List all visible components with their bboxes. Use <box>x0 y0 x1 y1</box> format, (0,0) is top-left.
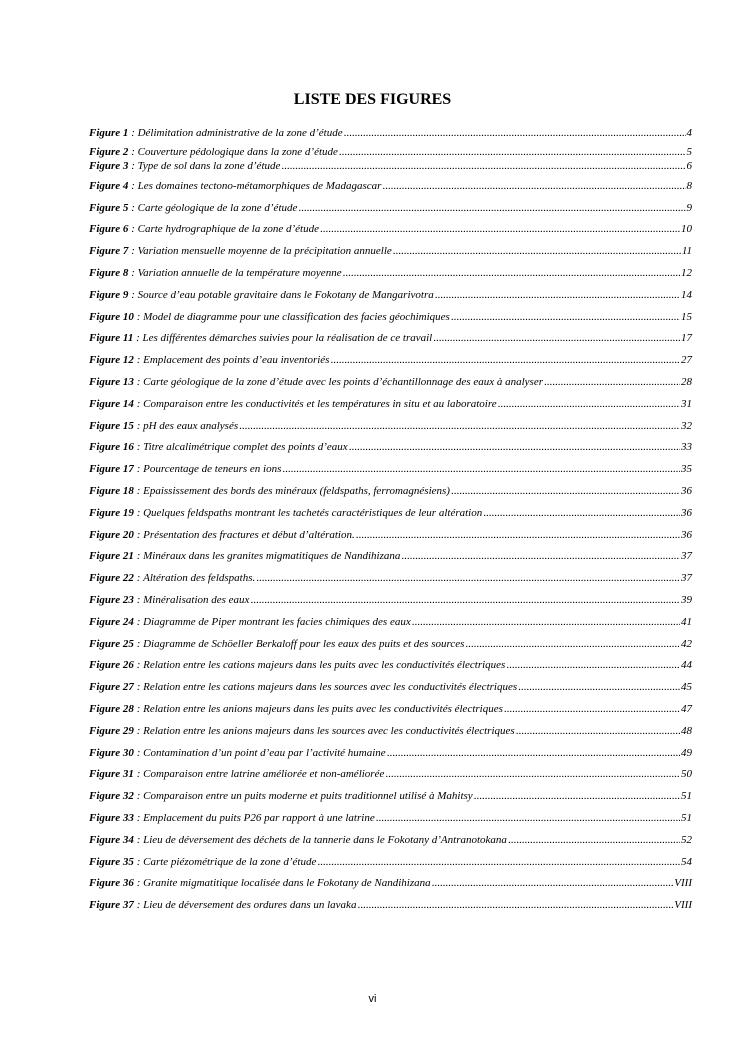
figure-label: Figure 21 <box>89 550 134 563</box>
list-item[interactable]: Figure 16 : Titre alcalimétrique complet des points d’eaux ..... 33 <box>89 437 692 459</box>
dot-leader <box>281 159 685 173</box>
figure-label: Figure 14 <box>89 397 134 410</box>
list-item[interactable]: Figure 27 : Relation entre les cations majeurs dans les sources avec les conductivités électriques ..... 45 <box>89 677 692 699</box>
list-item[interactable]: Figure 17 : Pourcentage de teneurs en ions ..... 35 <box>89 459 692 481</box>
figure-caption: Contamination d’un point d’eau par l’activité humaine <box>143 746 386 759</box>
page-ref: 37 <box>681 572 692 585</box>
figure-label: Figure 9 <box>89 288 129 301</box>
dot-leader <box>250 590 680 612</box>
figure-caption: Relation entre les anions majeurs dans les puits avec les conductivités électriques <box>143 702 503 715</box>
page-ref: 4 <box>686 127 692 139</box>
figure-caption: Comparaison entre un puits moderne et puits traditionnel utilisé à Mahitsy <box>143 790 473 803</box>
page-ref: 44 <box>681 659 692 672</box>
dot-leader <box>376 808 680 830</box>
list-item[interactable]: Figure 11 : Les différentes démarches suivies pour la réalisation de ce travail ..... 17 <box>89 328 692 350</box>
list-item[interactable]: Figure 30 : Contamination d’un point d’eau par l’activité humaine ..... 49 <box>89 743 692 765</box>
dot-leader <box>239 416 680 438</box>
list-item[interactable]: Figure 2 : Couverture pédologique dans la zone d’étude ..... 5 <box>89 145 692 159</box>
figure-caption: Emplacement du puits P26 par rapport à une latrine <box>143 811 375 824</box>
figure-label: Figure 8 <box>89 266 129 279</box>
page-ref: 10 <box>681 223 692 236</box>
figure-label: Figure 4 <box>89 179 129 192</box>
page-ref: 36 <box>681 528 692 541</box>
dot-leader <box>339 145 686 159</box>
figure-caption: Diagramme de Schöeller Berkaloff pour les eaux des puits et des sources <box>143 637 465 650</box>
page-ref: 5 <box>686 145 692 158</box>
page-ref: 8 <box>686 179 692 192</box>
list-item[interactable]: Figure 36 : Granite migmatitique localisée dans le Fokotany de Nandihizana ..... VIII <box>89 873 692 895</box>
dot-leader <box>298 198 685 220</box>
figure-label: Figure 20 <box>89 528 134 541</box>
figure-caption: Présentation des fractures et début d’altération. <box>143 528 355 541</box>
dot-leader <box>518 677 680 699</box>
page-ref: VIII <box>674 877 692 890</box>
list-item[interactable]: Figure 28 : Relation entre les anions majeurs dans les puits avec les conductivités électriques ..... 47 <box>89 699 692 721</box>
figure-caption: Minéraux dans les granites migmatitiques de Nandihizana <box>143 550 401 563</box>
page-ref: 33 <box>681 441 692 454</box>
page-ref: 27 <box>681 354 692 367</box>
dot-leader <box>385 764 680 786</box>
page-ref: 6 <box>686 159 692 172</box>
figure-caption: Carte géologique de la zone d’étude <box>137 201 298 214</box>
figure-label: Figure 36 <box>89 877 134 890</box>
page-ref: 9 <box>686 201 692 214</box>
page-ref: 52 <box>681 833 692 846</box>
dot-leader <box>506 655 680 677</box>
figure-label: Figure 13 <box>89 375 134 388</box>
page-ref: 37 <box>681 550 692 563</box>
figure-label: Figure 34 <box>89 833 134 846</box>
figure-caption: Carte géologique de la zone d’étude avec les points d’échantillonnage des eaux à analyser <box>143 375 543 388</box>
list-item[interactable]: Figure 12 : Emplacement des points d’eau inventoriés ..... 27 <box>89 350 692 372</box>
dot-leader <box>320 219 680 241</box>
page-ref: 47 <box>681 702 692 715</box>
list-item[interactable]: Figure 21 : Minéraux dans les granites migmatitiques de Nandihizana ..... 37 <box>89 546 692 568</box>
figure-label: Figure 1 <box>89 127 129 139</box>
dot-leader <box>474 786 680 808</box>
figure-caption: Diagramme de Piper montrant les facies chimiques des eaux <box>143 615 411 628</box>
figure-caption: Lieu de déversement des ordures dans un lavaka <box>143 899 357 912</box>
figure-caption: Carte piézométrique de la zone d’étude <box>143 855 317 868</box>
page-ref: 32 <box>681 419 692 432</box>
list-item[interactable]: Figure 19 : Quelques feldspaths montrant les tachetés caractéristiques de leur altération ..... 36 <box>89 503 692 525</box>
page-ref: 14 <box>681 288 692 301</box>
list-item[interactable]: Figure 15 : pH des eaux analysés ..... 32 <box>89 416 692 438</box>
page-ref: 45 <box>681 681 692 694</box>
list-item[interactable]: Figure 34 : Lieu de déversement des déchets de la tannerie dans le Fokotany d’Antranotokana ..... 52 <box>89 830 692 852</box>
figure-caption: Type de sol dans la zone d’étude <box>137 159 281 172</box>
dot-leader <box>357 895 673 917</box>
figure-label: Figure 23 <box>89 593 134 606</box>
figure-caption: pH des eaux analysés <box>143 419 239 432</box>
figure-label: Figure 32 <box>89 790 134 803</box>
list-item[interactable]: Figure 8 : Variation annuelle de la température moyenne ..... 12 <box>89 263 692 285</box>
dot-leader <box>256 568 680 590</box>
dot-leader <box>498 394 680 416</box>
list-item[interactable]: Figure 13 : Carte géologique de la zone d’étude avec les points d’échantillonnage des eaux à analyser ..... 28 <box>89 372 692 394</box>
figure-label: Figure 31 <box>89 768 134 781</box>
page-ref: 49 <box>681 746 692 759</box>
figure-label: Figure 17 <box>89 463 134 476</box>
figure-label: Figure 7 <box>89 245 129 258</box>
list-item[interactable]: Figure 22 : Altération des feldspaths. ..... 37 <box>89 568 692 590</box>
list-item[interactable]: Figure 7 : Variation mensuelle moyenne de la précipitation annuelle ..... 11 <box>89 241 692 263</box>
dot-leader <box>465 634 680 656</box>
dot-leader <box>516 721 680 743</box>
figure-label: Figure 27 <box>89 681 134 694</box>
dot-leader <box>451 481 680 503</box>
page-ref: 48 <box>681 724 692 737</box>
figure-caption: Altération des feldspaths. <box>143 572 256 585</box>
dot-leader <box>544 372 680 394</box>
list-item[interactable]: Figure 32 : Comparaison entre un puits moderne et puits traditionnel utilisé à Mahitsy ..... 51 <box>89 786 692 808</box>
figure-label: Figure 11 <box>89 332 134 345</box>
figure-caption: Epaississement des bords des minéraux (feldspaths, ferromagnésiens) <box>143 484 450 497</box>
dot-leader <box>356 525 680 547</box>
dot-leader <box>435 285 680 307</box>
figure-caption: Comparaison entre les conductivités et les températures in situ et au laboratoire <box>143 397 497 410</box>
figure-label: Figure 24 <box>89 615 134 628</box>
list-item[interactable]: Figure 1 : Délimitation administrative de la zone d’étude ..... 4 <box>89 123 692 145</box>
figure-caption: Variation annuelle de la température moyenne <box>137 266 342 279</box>
figure-label: Figure 35 <box>89 855 134 868</box>
page-ref: 31 <box>681 397 692 410</box>
figure-list <box>89 123 692 917</box>
figure-caption: Comparaison entre latrine améliorée et non-améliorée <box>143 768 385 781</box>
figure-caption: Quelques feldspaths montrant les tachetés caractéristiques de leur altération <box>143 506 483 519</box>
page-ref: 39 <box>681 593 692 606</box>
figure-caption: Emplacement des points d’eau inventoriés <box>143 354 330 367</box>
dot-leader <box>451 307 680 329</box>
figure-label: Figure 37 <box>89 899 134 912</box>
list-item[interactable]: Figure 29 : Relation entre les anions majeurs dans les sources avec les conductivités électriques ..... 48 <box>89 721 692 743</box>
dot-leader <box>282 459 680 481</box>
page-ref: 15 <box>681 310 692 323</box>
list-item[interactable]: Figure 5 : Carte géologique de la zone d’étude ..... 9 <box>89 198 692 220</box>
figure-label: Figure 18 <box>89 484 134 497</box>
dot-leader <box>401 546 680 568</box>
figure-label: Figure 25 <box>89 637 134 650</box>
figure-caption: Couverture pédologique dans la zone d’étude <box>137 145 338 158</box>
page-ref: 28 <box>681 375 692 388</box>
figure-caption: Model de diagramme pour une classification des facies géochimiques <box>143 310 450 323</box>
figure-caption: Délimitation administrative de la zone d’étude <box>137 127 343 139</box>
figure-label: Figure 3 <box>89 159 129 172</box>
figure-label: Figure 2 <box>89 145 129 158</box>
figure-caption: Minéralisation des eaux <box>143 593 250 606</box>
list-item[interactable]: Figure 14 : Comparaison entre les conductivités et les températures in situ et au laboratoire ..... 31 <box>89 394 692 416</box>
figure-caption: Source d’eau potable gravitaire dans le Fokotany de Mangarivotra <box>137 288 434 301</box>
page-ref: 51 <box>681 790 692 803</box>
figure-caption: Variation mensuelle moyenne de la précipitation annuelle <box>137 245 392 258</box>
list-item[interactable]: Figure 10 : Model de diagramme pour une classification des facies géochimiques ..... 15 <box>89 307 692 329</box>
list-item[interactable]: Figure 37 : Lieu de déversement des ordures dans un lavaka ..... VIII <box>89 895 692 917</box>
list-item[interactable]: Figure 3 : Type de sol dans la zone d’étude ..... 6 <box>89 159 692 173</box>
figure-label: Figure 5 <box>89 201 129 214</box>
figure-label: Figure 19 <box>89 506 134 519</box>
dot-leader <box>343 263 680 285</box>
list-item[interactable]: Figure 35 : Carte piézométrique de la zone d’étude ..... 54 <box>89 852 692 874</box>
page-ref: 54 <box>681 855 692 868</box>
figure-caption: Les différentes démarches suivies pour la réalisation de ce travail <box>142 332 433 345</box>
list-item[interactable]: Figure 6 : Carte hydrographique de la zone d’étude ..... 10 <box>89 219 692 241</box>
figure-caption: Relation entre les cations majeurs dans les puits avec les conductivités électriques <box>143 659 506 672</box>
list-item[interactable]: Figure 4 : Les domaines tectono-métamorphiques de Madagascar ..... 8 <box>89 176 692 198</box>
list-item[interactable]: Figure 31 : Comparaison entre latrine améliorée et non-améliorée ..... 50 <box>89 764 692 786</box>
dot-leader <box>483 503 680 525</box>
dot-leader <box>330 350 680 372</box>
dot-leader <box>344 123 686 145</box>
figure-label: Figure 10 <box>89 310 134 323</box>
figure-caption: Carte hydrographique de la zone d’étude <box>137 223 319 236</box>
figure-caption: Granite migmatitique localisée dans le Fokotany de Nandihizana <box>143 877 431 890</box>
figure-label: Figure 22 <box>89 572 134 585</box>
page-ref: 12 <box>681 266 692 279</box>
page-ref: 35 <box>681 463 692 476</box>
figure-label: Figure 33 <box>89 811 134 824</box>
page-ref: 50 <box>681 768 692 781</box>
dot-leader <box>432 873 674 895</box>
figure-label: Figure 28 <box>89 702 134 715</box>
page-ref: 36 <box>681 506 692 519</box>
figure-label: Figure 30 <box>89 746 134 759</box>
list-item[interactable]: Figure 24 : Diagramme de Piper montrant les facies chimiques des eaux ..... 41 <box>89 612 692 634</box>
dot-leader <box>317 852 680 874</box>
list-item[interactable]: Figure 20 : Présentation des fractures et début d’altération. ..... 36 <box>89 525 692 547</box>
page-ref: 17 <box>681 332 692 345</box>
dot-leader <box>412 612 680 634</box>
page-ref: 11 <box>681 245 692 258</box>
dot-leader <box>393 241 681 263</box>
list-item[interactable]: Figure 23 : Minéralisation des eaux ..... 39 <box>89 590 692 612</box>
figure-label: Figure 15 <box>89 419 134 432</box>
list-item[interactable]: Figure 26 : Relation entre les cations majeurs dans les puits avec les conductivités électriques ..... 44 <box>89 655 692 677</box>
figure-caption: Lieu de déversement des déchets de la tannerie dans le Fokotany d’Antranotokana <box>143 833 507 846</box>
figure-label: Figure 29 <box>89 724 134 737</box>
dot-leader <box>382 176 685 198</box>
dot-leader <box>433 328 680 350</box>
figure-label: Figure 6 <box>89 223 129 236</box>
page-ref: 42 <box>681 637 692 650</box>
page-number: vi <box>368 993 377 1005</box>
dot-leader <box>504 699 680 721</box>
page-ref: 36 <box>681 484 692 497</box>
figure-label: Figure 26 <box>89 659 134 672</box>
figure-caption: Les domaines tectono-métamorphiques de Madagascar <box>137 179 382 192</box>
dot-leader <box>508 830 680 852</box>
dot-leader <box>387 743 680 765</box>
figure-caption: Relation entre les cations majeurs dans les sources avec les conductivités électriques <box>143 681 518 694</box>
figure-label: Figure 16 <box>89 441 134 454</box>
page-ref: VIII <box>674 899 692 912</box>
list-item[interactable]: Figure 33 : Emplacement du puits P26 par rapport à une latrine ..... 51 <box>89 808 692 830</box>
figure-caption: Titre alcalimétrique complet des points d’eaux <box>143 441 348 454</box>
list-item[interactable]: Figure 25 : Diagramme de Schöeller Berkaloff pour les eaux des puits et des sources ..... 42 <box>89 634 692 656</box>
page-ref: 41 <box>681 615 692 628</box>
page-title: LISTE DES FIGURES <box>293 91 452 108</box>
list-item[interactable]: Figure 9 : Source d’eau potable gravitaire dans le Fokotany de Mangarivotra ..... 14 <box>89 285 692 307</box>
list-item[interactable]: Figure 18 : Epaississement des bords des minéraux (feldspaths, ferromagnésiens) ..... 36 <box>89 481 692 503</box>
page-ref: 51 <box>681 811 692 824</box>
figure-label: Figure 12 <box>89 354 134 367</box>
figure-caption: Pourcentage de teneurs en ions <box>143 463 282 476</box>
dot-leader <box>349 437 680 459</box>
figure-caption: Relation entre les anions majeurs dans les sources avec les conductivités électriques <box>143 724 515 737</box>
